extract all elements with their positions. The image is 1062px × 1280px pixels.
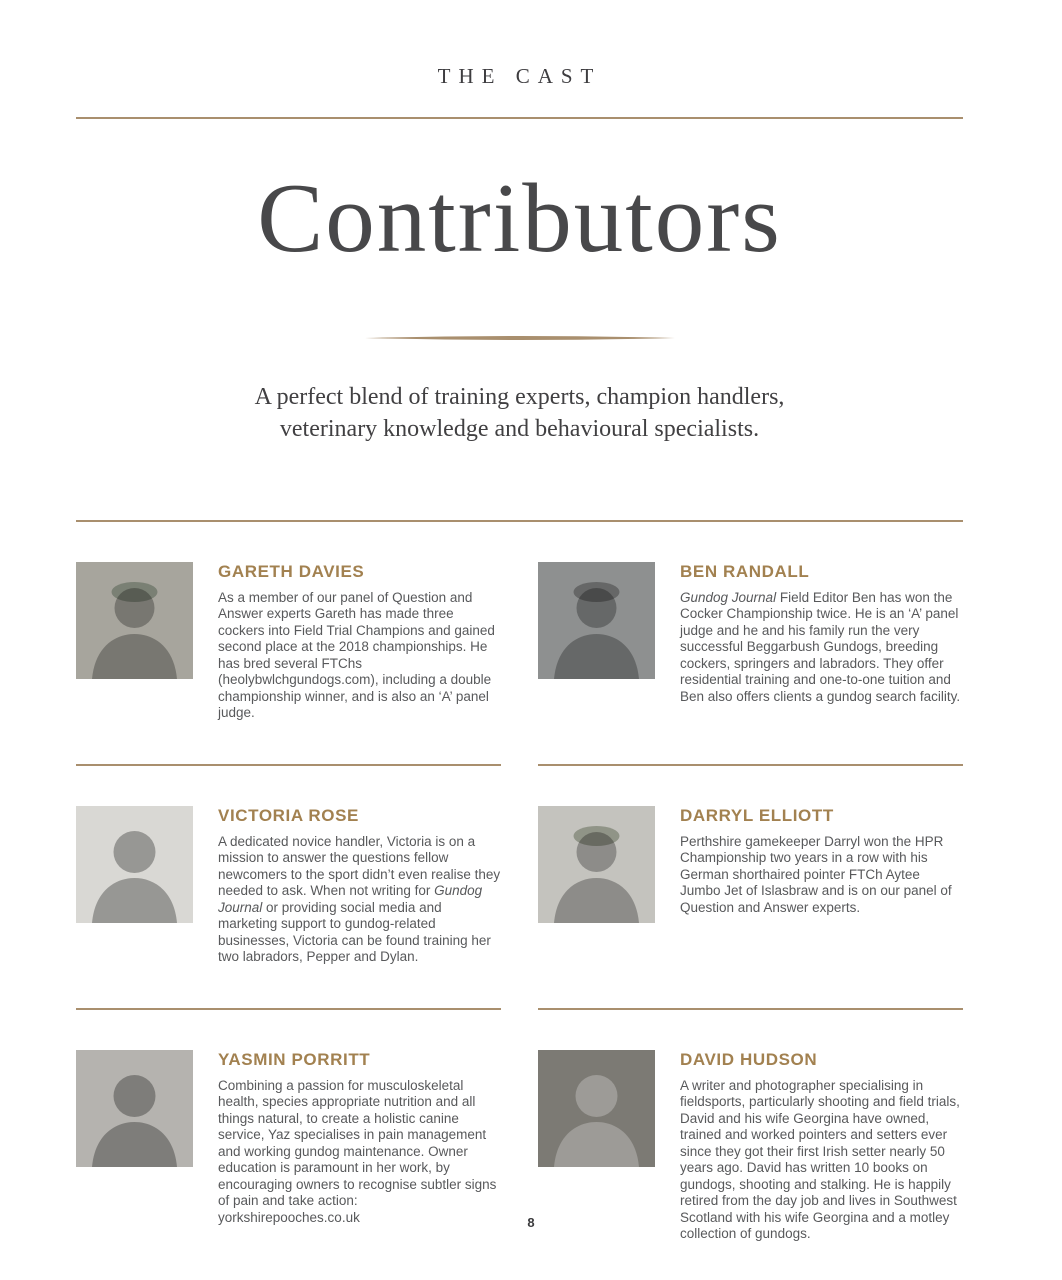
- contributors-row-2: [76, 766, 963, 1008]
- contributor-info: [680, 1050, 963, 1243]
- contributor-name: GARETH DAVIES: [218, 561, 365, 581]
- subtitle-line-1: A perfect blend of training experts, champion handlers,: [254, 384, 785, 411]
- contributors-row-1: [76, 522, 963, 764]
- separator-line: [538, 1008, 963, 1010]
- contributor-name: DAVID HUDSON: [680, 1049, 818, 1069]
- subtitle-line-2: veterinary knowledge and behavioural specialists.: [279, 416, 760, 442]
- person-silhouette-icon: [538, 806, 655, 923]
- contributor-photo: [538, 806, 655, 923]
- decorative-divider: [76, 334, 963, 342]
- contributor-photo: [538, 1050, 655, 1167]
- contributor-bio: Gundog Journal Field Editor Ben has won the Cocker Championship twice. He is an ‘A’ panel judge and he and his family run the very successful Beggarbush Gundogs, breeding cockers, springers and labradors. They offer residential training and one-to-one tuition and Ben also offers clients a gundog search facility.: [680, 589, 961, 704]
- contributor-card-victoria-rose: [76, 806, 501, 966]
- contributor-name: DARRYL ELLIOTT: [680, 805, 834, 825]
- contributor-name: BEN RANDALL: [680, 561, 810, 581]
- contributor-card-yasmin-porritt: [76, 1050, 501, 1243]
- contributor-card-darryl-elliott: [538, 806, 963, 966]
- person-silhouette-icon: [76, 562, 193, 679]
- contributor-card-david-hudson: [538, 1050, 963, 1243]
- page-subtitle: [76, 382, 963, 445]
- person-silhouette-icon: [76, 806, 193, 923]
- contributor-card-ben-randall: [538, 562, 963, 722]
- person-silhouette-icon: [538, 1050, 655, 1167]
- separator-line: [538, 764, 963, 766]
- contributor-info: [680, 562, 963, 706]
- top-rule: [76, 117, 963, 119]
- contributor-photo: [76, 1050, 193, 1167]
- contributor-photo: [76, 806, 193, 923]
- section-kicker: THE CAST: [437, 64, 602, 88]
- contributor-info: [680, 806, 963, 917]
- contributor-card-gareth-davies: [76, 562, 501, 722]
- contributor-photo: [76, 562, 193, 679]
- contributor-photo: [538, 562, 655, 679]
- contributor-info: [218, 1050, 501, 1227]
- contributor-info: [218, 806, 501, 966]
- contributor-bio: A dedicated novice handler, Victoria is on a mission to answer the questions fellow newcomers to the sport didn’t even realise they needed to ask. When not writing for Gundog Journal or providing social media and marketing support to gundog-related businesses, Victoria can be found training her two labradors, Pepper and Dylan.: [218, 833, 501, 965]
- contributor-bio: Combining a passion for musculoskeletal health, species appropriate nutrition and all things natural, to create a holistic canine service, Yaz specialises in pain management and working gundog maintenance. Owner education is paramount in her work, by encouraging owners to recognise subtler signs of pain and take action: yorkshirepooches.co.uk: [218, 1077, 497, 1225]
- page-title: Contributors: [257, 164, 782, 273]
- person-silhouette-icon: [538, 562, 655, 679]
- contributor-name: VICTORIA ROSE: [218, 805, 359, 825]
- separator-line: [76, 1008, 501, 1010]
- contributor-name: YASMIN PORRITT: [218, 1049, 371, 1069]
- page-content: [76, 0, 963, 1280]
- contributor-info: [218, 562, 501, 722]
- contributor-bio: A writer and photographer specialising in fieldsports, particularly shooting and field trials, David and his wife Georgina have owned, trained and worked pointers and setters ever since they got their first Irish setter nearly 50 years ago. David has written 10 books on gundogs, shooting and stalking. He is happily retired from the day job and lives in Southwest Scotland with his wife Georgina and a motley collection of gundogs.: [680, 1077, 960, 1242]
- tapered-line-icon: [365, 334, 675, 342]
- page-number: 8: [527, 1215, 535, 1230]
- person-silhouette-icon: [76, 1050, 193, 1167]
- contributors-row-3: [76, 1010, 963, 1280]
- contributor-bio: Perthshire gamekeeper Darryl won the HPR Championship two years in a row with his German shorthaired pointer FTCh Aytee Jumbo Jet of Islasbraw and is on our panel of Question and Answer experts.: [680, 833, 952, 915]
- separator-line: [76, 764, 501, 766]
- contributor-bio: As a member of our panel of Question and Answer experts Gareth has made three cockers into Field Trial Champions and gained second place at the 2018 championships. He has bred several FTChs (heolybwlchgundogs.com), including a double championship winner, and is also an ‘A’ panel judge.: [218, 589, 495, 721]
